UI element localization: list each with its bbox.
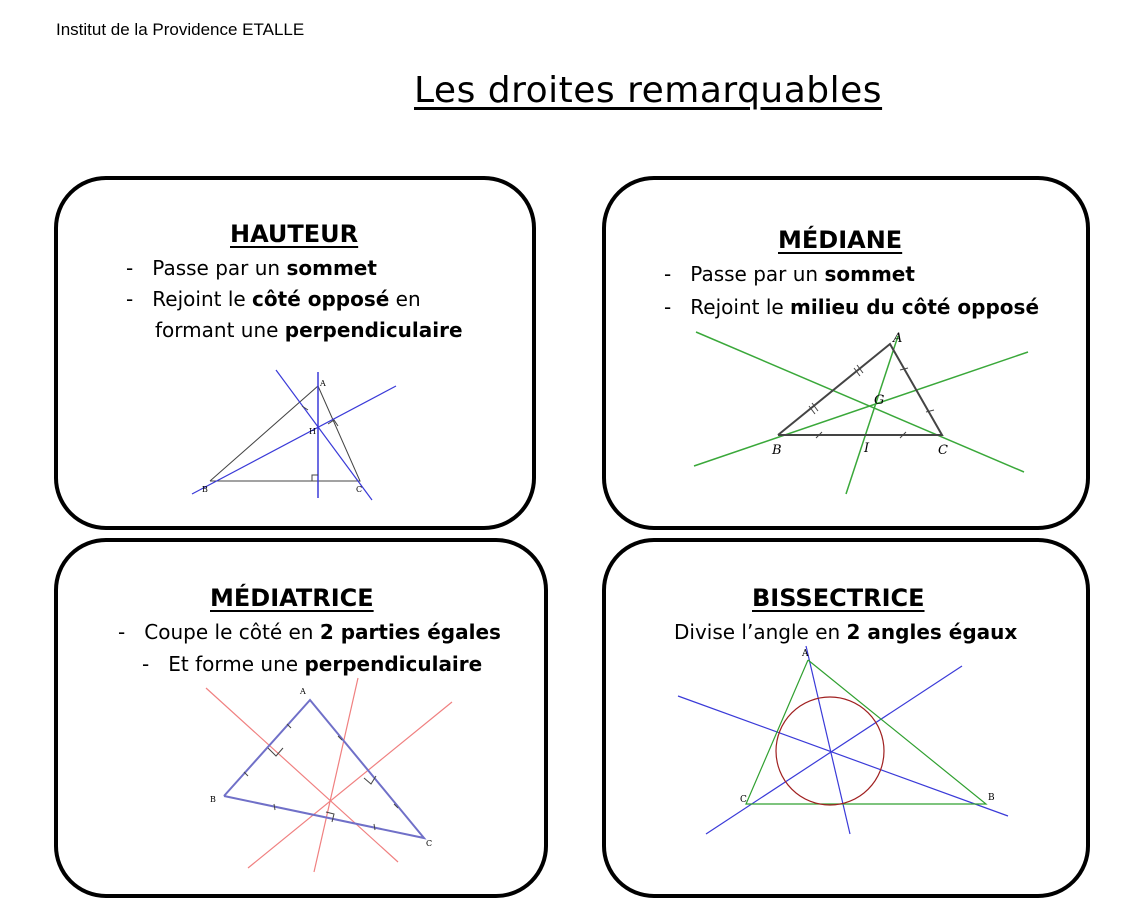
label-c: C: [426, 839, 433, 848]
institution-header: Institut de la Providence ETALLE: [56, 20, 305, 39]
card-heading-mediatrice: MÉDIATRICE: [210, 584, 374, 612]
perpendicular-bisector-ac: [248, 702, 452, 868]
figure-mediatrice: [58, 542, 544, 894]
perpendicular-bisector-bc: [314, 678, 358, 872]
card-heading-mediane: MÉDIANE: [778, 226, 903, 254]
label-h: H: [309, 427, 316, 436]
mediane-line-1: - Passe par un sommet: [664, 262, 915, 286]
label-b: B: [210, 795, 216, 804]
mediatrice-line-1: - Coupe le côté en 2 parties égales: [118, 620, 501, 644]
hauteur-line-3: formant une perpendiculaire: [155, 318, 463, 342]
card-mediane: [602, 176, 1090, 530]
card-hauteur: [54, 176, 536, 530]
card-heading-hauteur: HAUTEUR: [230, 220, 359, 248]
label-i: I: [864, 441, 870, 456]
figure-hauteur: [58, 180, 532, 526]
hauteur-line-2: - Rejoint le côté opposé en: [126, 287, 421, 311]
label-b: B: [202, 485, 208, 494]
triangle-abc: [746, 660, 986, 804]
label-a: A: [320, 379, 326, 388]
bissectrice-line-1: Divise l’angle en 2 angles égaux: [674, 620, 1018, 644]
page-title: Les droites remarquables: [414, 70, 883, 111]
mediane-line-2: - Rejoint le milieu du côté opposé: [664, 295, 1040, 319]
triangle-abc: [224, 700, 424, 838]
label-a: A: [300, 687, 306, 696]
label-a: A: [893, 331, 903, 346]
card-mediatrice: [54, 538, 548, 898]
altitude-from-b: [192, 386, 396, 494]
label-a: A: [802, 649, 809, 659]
label-b: B: [772, 443, 782, 458]
label-g: G: [874, 393, 885, 408]
label-c: C: [938, 443, 948, 458]
card-heading-bissectrice: BISSECTRICE: [752, 584, 925, 612]
figure-bissectrice: [606, 542, 1086, 894]
hauteur-line-1: - Passe par un sommet: [126, 256, 377, 280]
card-bissectrice: [602, 538, 1090, 898]
perpendicular-bisector-ab: [206, 688, 398, 862]
bisector-from-b: [678, 696, 1008, 816]
bisector-from-a: [806, 646, 850, 834]
label-c: C: [356, 485, 363, 494]
label-c: C: [740, 795, 747, 805]
label-b: B: [988, 793, 995, 803]
figure-mediane: [606, 180, 1086, 526]
triangle-abc: [210, 386, 360, 481]
mediatrice-line-2: - Et forme une perpendiculaire: [142, 652, 483, 676]
bisector-from-c: [706, 666, 962, 834]
